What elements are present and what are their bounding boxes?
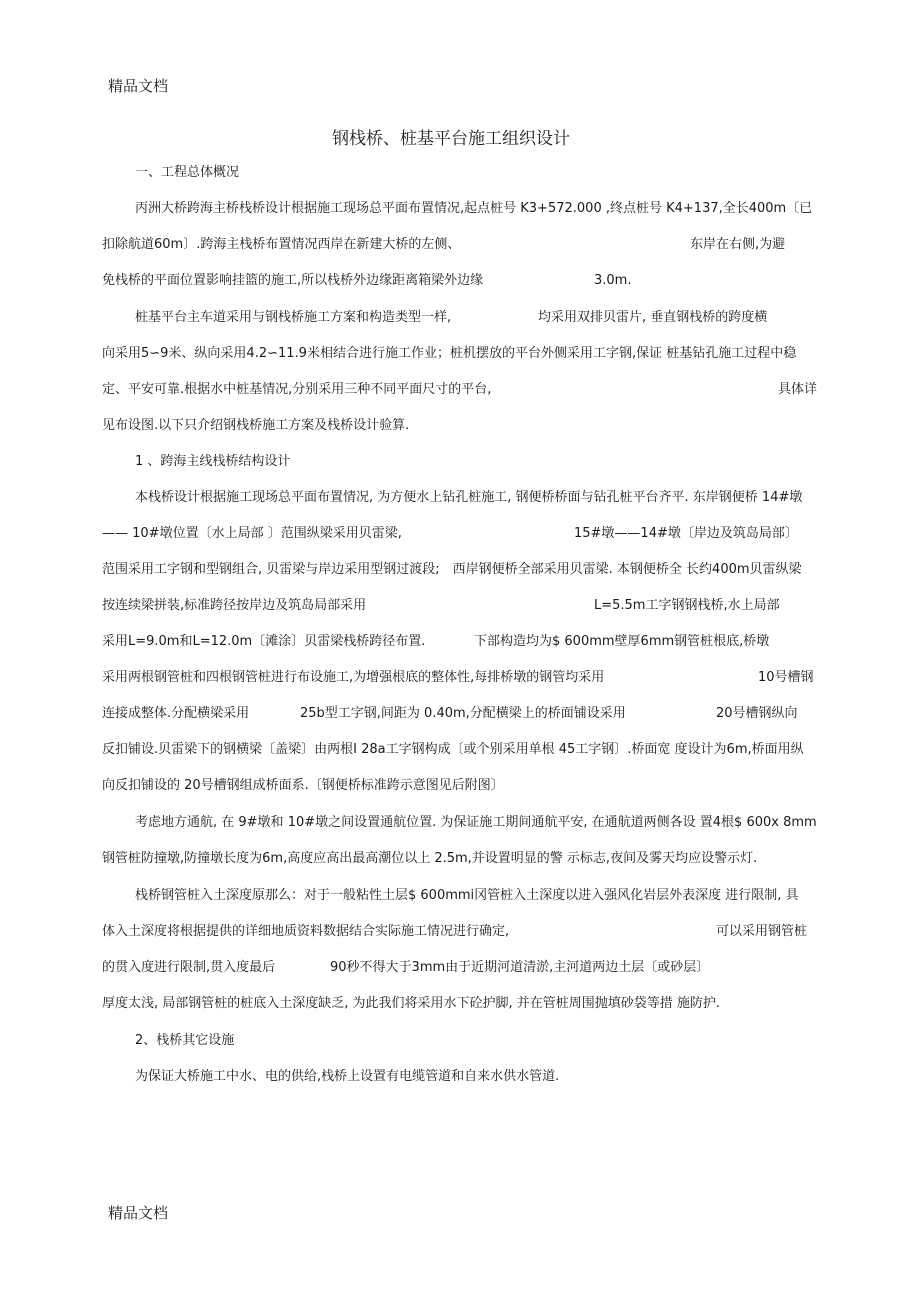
text-line: 丙洲大桥跨海主桥栈桥设计根据施工现场总平面布置情况,起点桩号 K3+572.000 ,终点桩号 K4+137,全长400m〔已 (135, 201, 813, 216)
text-line: 连接成整体.分配横梁采用 (102, 706, 250, 721)
text-line: 25b型工字钢,间距为 0.40m,分配横梁上的桥面铺设采用 (300, 706, 626, 721)
text-line: 为保证大桥施工中水、电的供给,栈桥上设置有电缆管道和自来水供水管道. (135, 1069, 560, 1084)
text-line: 厚度太浅, 局部钢管桩的桩底入土深度缺乏, 为此我们将采用水下砼护脚, 并在管桩周围抛填砂袋等措 施防护. (102, 996, 721, 1011)
text-line: 钢管桩防撞墩,防撞墩长度为6m,高度应高出最高潮位以上 2.5m,并设置明显的警 示标志,夜间及雾天均应设警示灯. (102, 851, 758, 866)
text-line: 下部构造均为$ 600mm壁厚6mm钢管桩根底,桥墩 (474, 634, 770, 649)
text-line: 东岸在右侧,为避 (690, 237, 786, 252)
text-line: 具体详 (778, 382, 818, 397)
text-line: —— 10#墩位置〔水上局部 〕范围纵梁采用贝雷梁, (102, 526, 402, 541)
text-line: 范围采用工字钢和型钢组合, 贝雷梁与岸边采用型钢过渡段; 西岸钢便桥全部采用贝雷梁. 本钢便桥全 长约400m贝雷纵梁 (102, 562, 802, 577)
document-title: 钢栈桥、桩基平台施工组织设计 (332, 129, 570, 149)
text-line: 采用L=9.0m和L=12.0m〔滩涂〕贝雷梁栈桥跨径布置. (102, 634, 426, 649)
subsection-heading: 2、栈桥其它设施 (135, 1033, 235, 1048)
text-line: 采用两根钢管桩和四根钢管桩进行布设施工,为增强根底的整体性,每排桥墩的钢管均采用 (102, 670, 605, 685)
text-line: 3.0m. (594, 273, 632, 288)
text-line: 考虑地方通航, 在 9#墩和 10#墩之间设置通航位置. 为保证施工期间通航平安, 在通航道两侧各设 置4根$ 600x 8mm (135, 815, 817, 830)
text-line: 的贯入度进行限制,贯入度最后 (102, 960, 276, 975)
text-line: 15#墩——14#墩〔岸边及筑岛局部〕 (574, 526, 798, 541)
text-line: 10号槽钢 (758, 670, 814, 685)
text-line: 20号槽钢纵向 (716, 706, 798, 721)
text-line: 均采用双排贝雷片, 垂直钢栈桥的跨度横 (538, 310, 768, 325)
text-line: 桩基平台主车道采用与钢栈桥施工方案和构造类型一样, (135, 310, 452, 325)
text-line: 体入土深度将根据提供的详细地质资料数据结合实际施工情况进行确定, (102, 924, 510, 939)
text-line: L=5.5m工字钢钢栈桥,水上局部 (594, 598, 780, 613)
text-line: 按连续梁拼装,标准跨径按岸边及筑岛局部采用 (102, 598, 367, 613)
text-line: 向采用5∽9米、纵向采用4.2∽11.9米相结合进行施工作业；桩机摆放的平台外侧采用工字钢,保证 桩基钻孔施工过程中稳 (102, 346, 797, 361)
text-line: 向反扣铺设的 20号槽钢组成桥面系.〔钢便桥标准跨示意图见后附图〕 (102, 778, 504, 793)
text-line: 定、平安可靠.根据水中桩基情况,分别采用三种不同平面尺寸的平台, (102, 382, 492, 397)
header-watermark: 精品文档 (108, 77, 169, 95)
text-line: 反扣铺设.贝雷梁下的钢横梁〔盖梁〕由两根I 28a工字钢构成〔或个别采用单根 45工字钢〕.桥面宽 度设计为6m,桥面用纵 (102, 742, 804, 757)
text-line: 本栈桥设计根据施工现场总平面布置情况, 为方便水上钻孔桩施工, 钢便桥桥面与钻孔桩平台齐平. 东岸钢便桥 14#墩 (135, 490, 803, 505)
text-line: 90秒不得大于3mm由于近期河道清淤,主河道两边土层〔或砂层〕 (330, 960, 710, 975)
text-line: 免栈桥的平面位置影响挂篮的施工,所以栈桥外边缘距离箱梁外边缘 (102, 273, 484, 288)
text-line: 栈桥钢管桩入土深度原那么：对于一般粘性土层$ 600mmi冈管桩入土深度以进入强风化岩层外表深度 进行限制, 具 (135, 888, 799, 903)
text-line: 可以采用钢管桩 (716, 924, 808, 939)
subsection-heading: 1 、跨海主线栈桥结构设计 (135, 454, 291, 469)
footer-watermark: 精品文档 (108, 1204, 169, 1222)
text-line: 扣除航道60m〕.跨海主栈桥布置情况西岸在新建大桥的左侧、 (102, 237, 461, 252)
section-heading: 一、工程总体概况 (135, 165, 240, 180)
text-line: 见布设图.以下只介绍钢栈桥施工方案及栈桥设计验算. (102, 418, 410, 433)
